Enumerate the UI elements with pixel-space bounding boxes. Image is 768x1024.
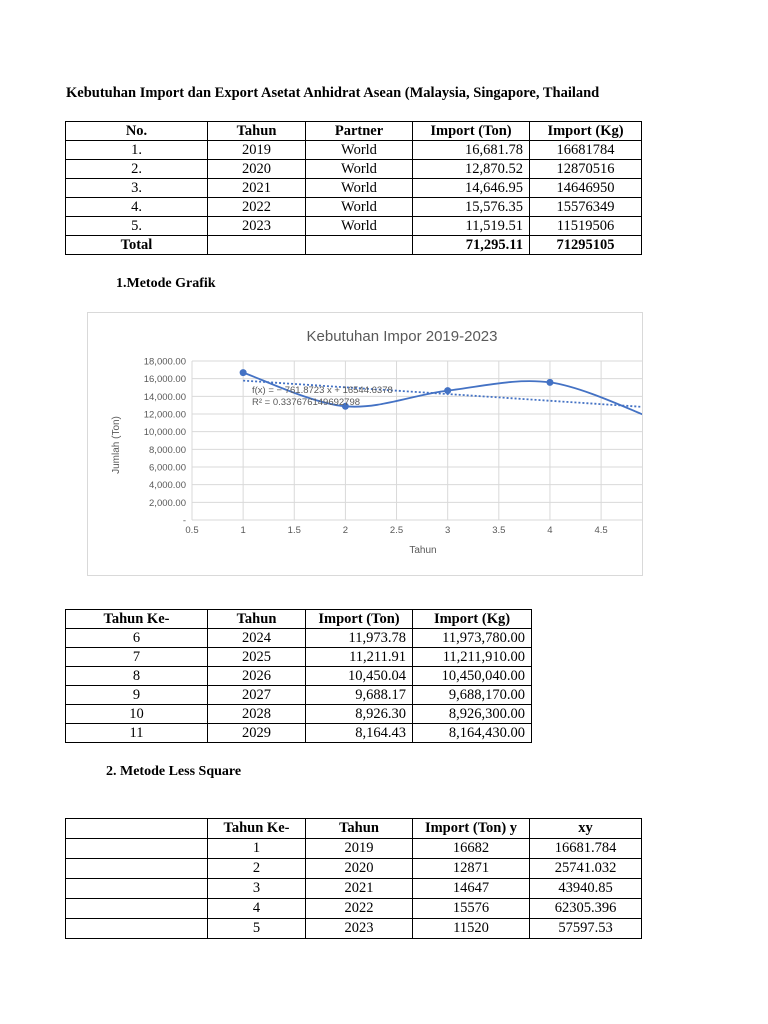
total-import-kg: 71295105 — [530, 236, 642, 255]
table-cell: 2022 — [208, 198, 306, 217]
col-header-import-ton: Import (Ton) — [306, 610, 413, 629]
table-cell: 11,973.78 — [306, 629, 413, 648]
y-tick-label: 6,000.00 — [149, 462, 186, 474]
y-axis-label: Jumlah (Ton) — [111, 416, 122, 474]
y-tick-label: 8,000.00 — [149, 444, 186, 456]
table-cell — [66, 919, 208, 939]
table-cell: 16681.784 — [530, 839, 642, 859]
table-cell: 12870516 — [530, 160, 642, 179]
table-cell: 2020 — [306, 859, 413, 879]
y-tick-label: 14,000.00 — [143, 391, 186, 403]
table-cell: 5. — [66, 217, 208, 236]
table-cell: 3 — [208, 879, 306, 899]
data-point — [444, 387, 451, 394]
table-cell: 10,450,040.00 — [413, 667, 532, 686]
y-tick-label: - — [182, 515, 186, 527]
table-cell: 10,450.04 — [306, 667, 413, 686]
y-tick-label: 18,000.00 — [143, 356, 186, 368]
y-tick-label: 16,000.00 — [143, 374, 186, 386]
table-cell: 2019 — [306, 839, 413, 859]
table-row — [66, 686, 532, 705]
x-tick-label: 3 — [445, 525, 451, 536]
col-header-import-kg: Import (Kg) — [530, 122, 642, 141]
table-cell: 2020 — [208, 160, 306, 179]
table-cell: 12,870.52 — [413, 160, 530, 179]
col-header-import-ton-y: Import (Ton) y — [413, 819, 530, 839]
table-header-row — [66, 819, 642, 839]
table-cell: 9,688,170.00 — [413, 686, 532, 705]
table-row — [66, 724, 532, 743]
table-row — [66, 667, 532, 686]
table-row — [66, 859, 642, 879]
y-tick-label: 4,000.00 — [149, 480, 186, 492]
table-cell: 1 — [208, 839, 306, 859]
table-cell: 4 — [208, 899, 306, 919]
table-cell: 8,926.30 — [306, 705, 413, 724]
table-row — [66, 899, 642, 919]
import-chart — [88, 313, 642, 575]
x-tick-label: 4.5 — [594, 525, 608, 536]
table-cell: 4. — [66, 198, 208, 217]
col-header-tahun-ke: Tahun Ke- — [66, 610, 208, 629]
x-tick-label: 2 — [342, 525, 349, 536]
table-row — [66, 879, 642, 899]
table-cell: 10 — [66, 705, 208, 724]
col-header-empty — [66, 819, 208, 839]
y-tick-label: 10,000.00 — [143, 427, 186, 439]
table-cell: World — [306, 160, 413, 179]
x-tick-label: 1.5 — [287, 525, 301, 536]
table-cell: 12871 — [413, 859, 530, 879]
table-row — [66, 141, 642, 160]
table-cell: 2. — [66, 160, 208, 179]
table-cell: 3. — [66, 179, 208, 198]
section-heading-grafik: 1.Metode Grafik — [116, 276, 216, 291]
trendline-r-squared: R² = 0.337676149692798 — [252, 397, 361, 408]
table-row — [66, 648, 532, 667]
table-cell: 11,211.91 — [306, 648, 413, 667]
chart-container — [87, 312, 643, 576]
x-tick-label: 4 — [547, 525, 553, 536]
table-row — [66, 217, 642, 236]
table-row — [66, 839, 642, 859]
table-cell: 25741.032 — [530, 859, 642, 879]
table-cell: 7 — [66, 648, 208, 667]
y-tick-label: 12,000.00 — [143, 409, 186, 421]
chart-title: Kebutuhan Impor 2019-2023 — [306, 328, 498, 345]
table-row — [66, 919, 642, 939]
x-tick-label: 3.5 — [492, 525, 506, 536]
table-cell: 11519506 — [530, 217, 642, 236]
table-cell: 2025 — [208, 648, 306, 667]
table-row — [66, 160, 642, 179]
table-cell — [66, 899, 208, 919]
col-header-tahun-ke: Tahun Ke- — [208, 819, 306, 839]
table-cell: 11,973,780.00 — [413, 629, 532, 648]
table-cell: World — [306, 141, 413, 160]
table-cell: World — [306, 179, 413, 198]
import-data-table — [65, 121, 642, 255]
col-header-import-ton: Import (Ton) — [413, 122, 530, 141]
table-row — [66, 198, 642, 217]
table-cell: 2021 — [208, 179, 306, 198]
col-header-tahun: Tahun — [208, 610, 306, 629]
table-cell: 16681784 — [530, 141, 642, 160]
table-cell: World — [306, 198, 413, 217]
x-tick-label: 1 — [240, 525, 246, 536]
table-cell: 14,646.95 — [413, 179, 530, 198]
table-cell — [66, 879, 208, 899]
table-cell: 8,164,430.00 — [413, 724, 532, 743]
table-cell: 5 — [208, 919, 306, 939]
table-cell: 2029 — [208, 724, 306, 743]
table-row — [66, 705, 532, 724]
col-header-tahun: Tahun — [306, 819, 413, 839]
col-header-import-kg: Import (Kg) — [413, 610, 532, 629]
table-cell: 2023 — [208, 217, 306, 236]
table-cell: 2024 — [208, 629, 306, 648]
least-square-table — [65, 818, 642, 939]
table-cell: 15,576.35 — [413, 198, 530, 217]
table-cell: 2028 — [208, 705, 306, 724]
table-cell: 57597.53 — [530, 919, 642, 939]
table-cell: 2023 — [306, 919, 413, 939]
table-cell: 6 — [66, 629, 208, 648]
table-cell: 2 — [208, 859, 306, 879]
y-tick-label: 2,000.00 — [149, 497, 186, 509]
data-point — [240, 369, 247, 376]
table-cell: 14646950 — [530, 179, 642, 198]
table-header-row — [66, 122, 642, 141]
table-cell: 11520 — [413, 919, 530, 939]
table-cell: 11 — [66, 724, 208, 743]
x-tick-label: 0.5 — [185, 525, 199, 536]
total-label: Total — [66, 236, 208, 255]
table-total-row — [66, 236, 642, 255]
table-cell: 8 — [66, 667, 208, 686]
table-cell: 2027 — [208, 686, 306, 705]
table-cell: World — [306, 217, 413, 236]
col-header-tahun: Tahun — [208, 122, 306, 141]
total-import-ton: 71,295.11 — [413, 236, 530, 255]
table-cell — [208, 236, 306, 255]
table-cell: 2019 — [208, 141, 306, 160]
table-cell: 11,211,910.00 — [413, 648, 532, 667]
table-cell: 2026 — [208, 667, 306, 686]
table-row — [66, 179, 642, 198]
table-header-row — [66, 610, 532, 629]
table-cell: 11,519.51 — [413, 217, 530, 236]
table-cell: 9 — [66, 686, 208, 705]
table-cell: 16682 — [413, 839, 530, 859]
table-cell — [66, 859, 208, 879]
document-title: Kebutuhan Import dan Export Asetat Anhidrat Asean (Malaysia, Singapore, Thailand — [66, 85, 600, 101]
forecast-table — [65, 609, 532, 743]
trendline-equation: f(x) = − 761.8723 x + 16544.6378 — [252, 385, 393, 396]
x-tick-label: 2.5 — [389, 525, 404, 536]
table-cell: 9,688.17 — [306, 686, 413, 705]
x-axis-label: Tahun — [409, 545, 437, 556]
data-point — [546, 379, 553, 386]
section-heading-least-square: 2. Metode Less Square — [106, 764, 242, 779]
table-cell: 14647 — [413, 879, 530, 899]
table-cell: 62305.396 — [530, 899, 642, 919]
col-header-xy: xy — [530, 819, 642, 839]
table-cell: 8,164.43 — [306, 724, 413, 743]
col-header-no: No. — [66, 122, 208, 141]
table-cell: 2022 — [306, 899, 413, 919]
table-cell: 1. — [66, 141, 208, 160]
table-row — [66, 629, 532, 648]
table-cell: 2021 — [306, 879, 413, 899]
table-cell: 15576349 — [530, 198, 642, 217]
table-cell: 8,926,300.00 — [413, 705, 532, 724]
table-cell: 43940.85 — [530, 879, 642, 899]
table-cell — [66, 839, 208, 859]
table-cell — [306, 236, 413, 255]
table-cell: 15576 — [413, 899, 530, 919]
table-cell: 16,681.78 — [413, 141, 530, 160]
col-header-partner: Partner — [306, 122, 413, 141]
